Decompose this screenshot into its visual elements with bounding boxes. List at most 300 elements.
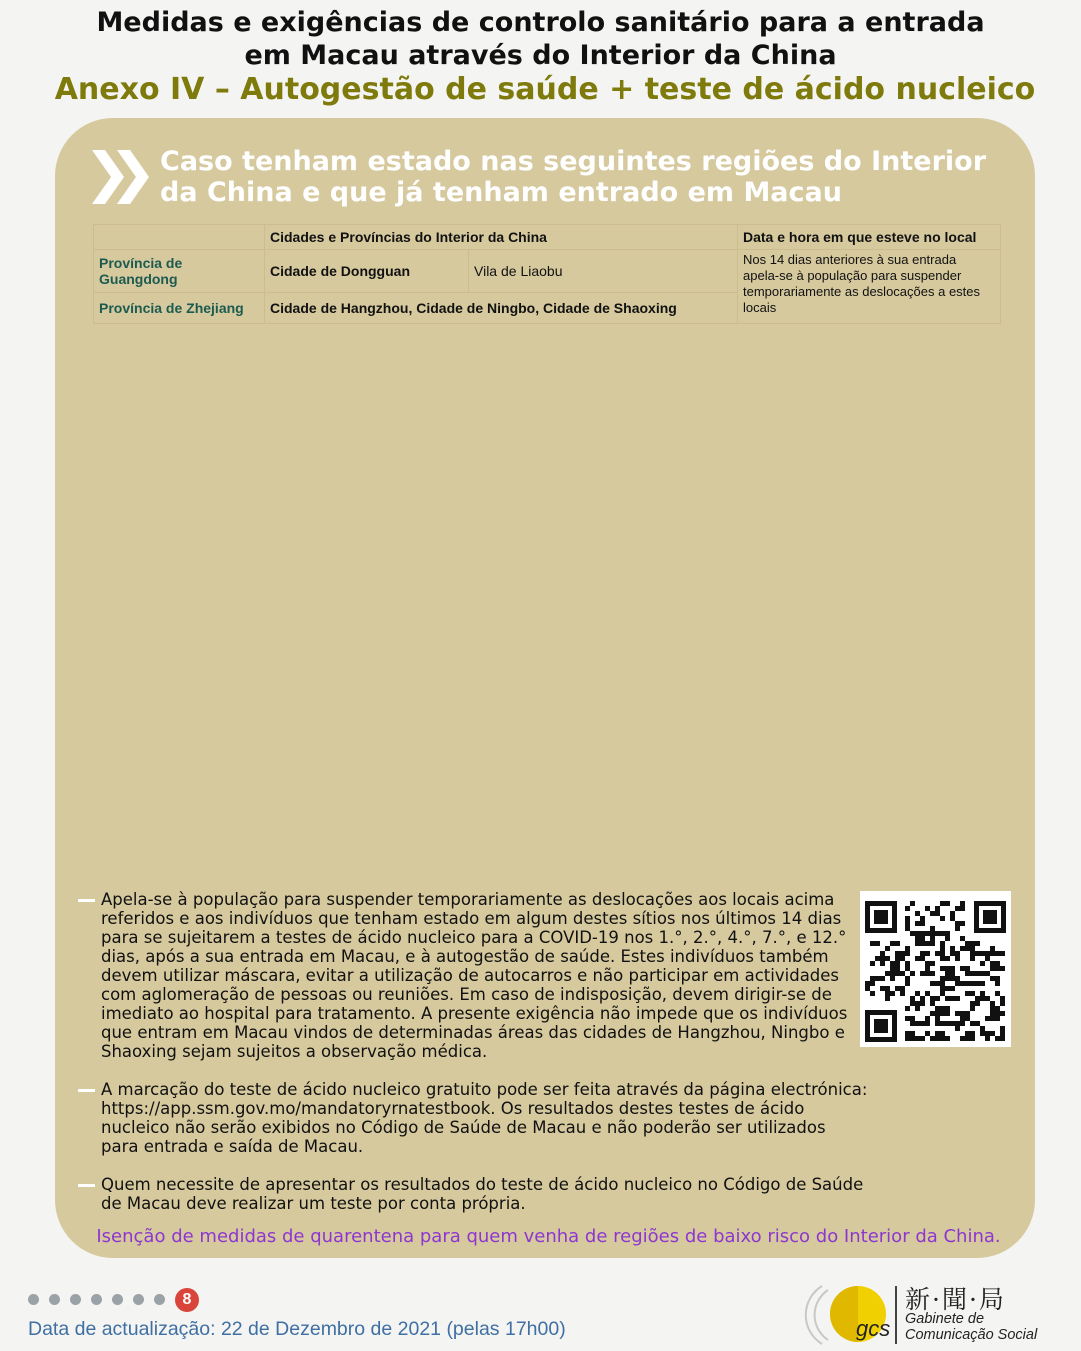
- page-dot[interactable]: [28, 1294, 39, 1305]
- qr-module: [890, 941, 895, 946]
- qr-module: [975, 996, 980, 1001]
- qr-module: [955, 906, 960, 911]
- qr-module: [970, 1021, 975, 1026]
- qr-module: [955, 1026, 960, 1031]
- qr-module: [880, 956, 885, 961]
- qr-module: [1000, 966, 1005, 971]
- qr-module: [950, 976, 955, 981]
- qr-module: [920, 971, 925, 976]
- qr-module: [905, 1036, 910, 1041]
- qr-module: [970, 1036, 975, 1041]
- qr-module: [925, 951, 930, 956]
- qr-module: [995, 966, 1000, 971]
- qr-module: [945, 971, 950, 976]
- qr-module: [965, 1016, 970, 1021]
- qr-module: [990, 966, 995, 971]
- qr-module: [960, 1011, 965, 1016]
- qr-module: [945, 966, 950, 971]
- qr-module: [915, 936, 920, 941]
- qr-module: [920, 916, 925, 921]
- qr-module: [970, 951, 975, 956]
- qr-module: [885, 956, 890, 961]
- qr-module: [955, 956, 960, 961]
- dash-icon: [78, 899, 95, 902]
- qr-module: [965, 991, 970, 996]
- qr-module: [960, 966, 965, 971]
- qr-module: [910, 1001, 915, 1006]
- qr-module: [965, 971, 970, 976]
- qr-module: [915, 921, 920, 926]
- qr-module: [915, 1021, 920, 1026]
- qr-module: [970, 971, 975, 976]
- qr-module: [885, 946, 890, 951]
- qr-module: [945, 901, 950, 906]
- page-dot[interactable]: [70, 1294, 81, 1305]
- qr-module: [985, 1016, 990, 1021]
- qr-module: [925, 906, 930, 911]
- qr-module: [945, 1021, 950, 1026]
- qr-module: [895, 966, 900, 971]
- qr-module: [960, 906, 965, 911]
- qr-module: [980, 981, 985, 986]
- qr-module: [930, 936, 935, 941]
- qr-module: [995, 961, 1000, 966]
- qr-module: [890, 971, 895, 976]
- table-header-empty: [94, 225, 265, 250]
- qr-module: [910, 1016, 915, 1021]
- qr-module: [870, 991, 875, 996]
- qr-module: [880, 986, 885, 991]
- qr-module: [945, 936, 950, 941]
- qr-module: [930, 941, 935, 946]
- qr-code-icon: [860, 891, 1011, 1047]
- table-row: [94, 250, 1001, 293]
- qr-module: [910, 1031, 915, 1036]
- list-item: [78, 890, 868, 1061]
- qr-module: [965, 1031, 970, 1036]
- qr-module: [885, 991, 890, 996]
- qr-module: [905, 961, 910, 966]
- qr-module: [930, 911, 935, 916]
- dash-icon: [78, 1184, 95, 1187]
- qr-module: [925, 966, 930, 971]
- page-dot[interactable]: [49, 1294, 60, 1305]
- qr-module: [985, 996, 990, 1001]
- qr-module: [905, 1016, 910, 1021]
- qr-module: [895, 956, 900, 961]
- qr-module: [920, 931, 925, 936]
- qr-module: [930, 926, 935, 931]
- province-cell: Província de Zhejiang: [94, 293, 265, 324]
- heading-line-2: da China e que já tenham entrado em Macau: [160, 177, 842, 208]
- qr-module: [900, 971, 905, 976]
- qr-module: [940, 1031, 945, 1036]
- qr-module: [955, 981, 960, 986]
- qr-module: [980, 971, 985, 976]
- area-cell: Vila de Liaobu: [469, 250, 738, 293]
- qr-module: [905, 946, 910, 951]
- qr-module: [880, 951, 885, 956]
- qr-module: [980, 1031, 985, 1036]
- qr-module: [940, 981, 945, 986]
- qr-module: [945, 1011, 950, 1016]
- update-date: Data de actualização: 22 de Dezembro de 2021 (pelas 17h00): [28, 1318, 566, 1340]
- qr-module: [920, 951, 925, 956]
- qr-module: [990, 1011, 995, 1016]
- qr-module: [945, 1006, 950, 1011]
- qr-module: [975, 941, 980, 946]
- qr-module: [975, 1001, 980, 1006]
- qr-module: [930, 1036, 935, 1041]
- qr-module: [975, 951, 980, 956]
- heading-line-1: Caso tenham estado nas seguintes regiões do Interior: [160, 146, 987, 177]
- qr-module: [940, 931, 945, 936]
- qr-module: [875, 956, 880, 961]
- list-item: [78, 1080, 868, 1156]
- qr-module: [1000, 1011, 1005, 1016]
- qr-module: [985, 1031, 990, 1036]
- qr-module: [990, 1016, 995, 1021]
- qr-module: [990, 976, 995, 981]
- title-line-1: Medidas e exigências de controlo sanitário para a entrada: [96, 7, 985, 38]
- qr-module: [930, 1001, 935, 1006]
- qr-module: [890, 961, 895, 966]
- qr-module: [965, 966, 970, 971]
- qr-module: [890, 966, 895, 971]
- list-item-text: Quem necessite de apresentar os resultados do teste de ácido nucleico no Código de Saúde de Macau deve realizar um teste por conta própria.: [101, 1175, 864, 1213]
- qr-module: [910, 971, 915, 976]
- qr-module: [950, 951, 955, 956]
- qr-module: [915, 911, 920, 916]
- qr-module: [930, 971, 935, 976]
- page-title: [0, 6, 1081, 72]
- page-subtitle: Anexo IV – Autogestão de saúde + teste de ácido nucleico: [54, 72, 1036, 107]
- qr-module: [915, 931, 920, 936]
- qr-module: [935, 1036, 940, 1041]
- qr-module: [990, 1001, 995, 1006]
- qr-module: [925, 941, 930, 946]
- qr-module: [905, 981, 910, 986]
- qr-module: [905, 921, 910, 926]
- list-item-text: Apela-se à população para suspender temporariamente as deslocações aos locais acima referidos e aos indivíduos que tenham estado em algum destes sítios nos últimos 14 dias para se sujeitarem a testes de ácido nucleico para a COVID-19 nos 1.°, 2.°, 4.°, 7.°, e 12.° dias, após a sua entrada em Macau, e à autogestão de saúde. Estes indivíduos também devem utilizar máscara, evitar a utilização de autocarros e não participar em actividades com aglomeração de pessoas ou reuniões. Em caso de indisposição, devem dirigir-se de imediato ao hospital para tratamento. A presente exigência não impede que os indivíduos que entram em Macau vindos de determinadas áreas das cidades de Hangzhou, Ningbo e Shaoxing sejam sujeitos a observação médica.: [101, 890, 848, 1061]
- qr-module: [985, 1036, 990, 1041]
- qr-module: [925, 961, 930, 966]
- double-chevron-icon: [92, 150, 150, 204]
- qr-module: [965, 1011, 970, 1016]
- qr-module: [965, 946, 970, 951]
- qr-module: [995, 1006, 1000, 1011]
- qr-module: [940, 901, 945, 906]
- qr-module: [960, 1036, 965, 1041]
- qr-module: [955, 921, 960, 926]
- qr-module: [990, 1031, 995, 1036]
- qr-module: [920, 1021, 925, 1026]
- qr-module: [935, 1021, 940, 1026]
- qr-module: [905, 966, 910, 971]
- qr-module: [935, 951, 940, 956]
- qr-module: [995, 1036, 1000, 1041]
- qr-module: [930, 931, 935, 936]
- qr-module: [900, 986, 905, 991]
- qr-module: [950, 986, 955, 991]
- qr-module: [945, 956, 950, 961]
- qr-module: [940, 991, 945, 996]
- qr-module: [955, 976, 960, 981]
- qr-module: [950, 971, 955, 976]
- qr-module: [880, 976, 885, 981]
- city-cell: Cidade de Dongguan: [265, 250, 469, 293]
- qr-module: [1000, 1026, 1005, 1031]
- qr-module: [940, 966, 945, 971]
- qr-module: [890, 991, 895, 996]
- qr-module: [905, 951, 910, 956]
- qr-module: [870, 976, 875, 981]
- qr-module: [935, 1016, 940, 1021]
- qr-module: [865, 986, 870, 991]
- table-header-date: Data e hora em que esteve no local: [738, 225, 1001, 250]
- qr-module: [895, 986, 900, 991]
- qr-module: [895, 951, 900, 956]
- qr-module: [960, 936, 965, 941]
- qr-module: [935, 1011, 940, 1016]
- qr-module: [1000, 1001, 1005, 1006]
- qr-module: [920, 1036, 925, 1041]
- qr-module: [950, 946, 955, 951]
- qr-module: [955, 1021, 960, 1026]
- qr-module: [915, 1006, 920, 1011]
- title-line-2: em Macau através do Interior da China: [244, 40, 837, 71]
- qr-module: [935, 1031, 940, 1036]
- qr-module: [920, 996, 925, 1001]
- qr-module: [980, 1026, 985, 1031]
- qr-module: [990, 946, 995, 951]
- qr-module: [980, 961, 985, 966]
- qr-module: [935, 911, 940, 916]
- qr-module: [900, 951, 905, 956]
- qr-module: [945, 976, 950, 981]
- current-page-badge[interactable]: 8: [175, 1288, 199, 1312]
- section-heading: [160, 146, 1020, 208]
- qr-module: [1000, 996, 1005, 1001]
- qr-module: [960, 901, 965, 906]
- qr-module: [930, 981, 935, 986]
- qr-module: [990, 1006, 995, 1011]
- qr-module: [970, 981, 975, 986]
- qr-module: [925, 991, 930, 996]
- qr-module: [935, 906, 940, 911]
- qr-module: [865, 981, 870, 986]
- qr-module: [955, 926, 960, 931]
- qr-module: [940, 976, 945, 981]
- qr-module: [910, 931, 915, 936]
- qr-module: [940, 986, 945, 991]
- qr-module: [945, 1036, 950, 1041]
- qr-module: [910, 901, 915, 906]
- qr-module: [940, 916, 945, 921]
- qr-module: [870, 981, 875, 986]
- qr-module: [945, 986, 950, 991]
- qr-module: [1000, 1031, 1005, 1036]
- table-header-row: [94, 225, 1001, 250]
- qr-module: [935, 1006, 940, 1011]
- city-cell: Cidade de Hangzhou, Cidade de Ningbo, Cidade de Shaoxing: [265, 293, 738, 324]
- page-dot[interactable]: [91, 1294, 102, 1305]
- qr-module: [975, 1021, 980, 1026]
- date-note-cell: Nos 14 dias anteriores à sua entrada apela-se à população para suspender temporariamente as deslocações a estes locais: [738, 250, 1001, 324]
- logo-line-1: Gabinete de: [905, 1311, 985, 1327]
- qr-module: [950, 911, 955, 916]
- qr-module: [940, 1021, 945, 1026]
- qr-module: [910, 1021, 915, 1026]
- qr-module: [925, 931, 930, 936]
- qr-module: [935, 996, 940, 1001]
- qr-module: [995, 1011, 1000, 1016]
- qr-module: [965, 1036, 970, 1041]
- qr-module: [920, 921, 925, 926]
- qr-module: [970, 991, 975, 996]
- qr-module: [960, 1016, 965, 1021]
- qr-module: [875, 941, 880, 946]
- qr-module: [965, 981, 970, 986]
- qr-code[interactable]: [860, 891, 1011, 1047]
- qr-module: [885, 986, 890, 991]
- qr-module: [955, 1011, 960, 1016]
- qr-module: [885, 971, 890, 976]
- qr-module: [920, 941, 925, 946]
- qr-module: [900, 956, 905, 961]
- qr-module: [955, 996, 960, 1001]
- qr-module: [945, 996, 950, 1001]
- qr-module: [970, 1001, 975, 1006]
- qr-module: [910, 996, 915, 1001]
- qr-module: [920, 1001, 925, 1006]
- logo-chinese-name: 新·聞·局: [905, 1285, 1006, 1314]
- qr-module: [950, 966, 955, 971]
- qr-module: [970, 946, 975, 951]
- qr-module: [995, 1016, 1000, 1021]
- qr-module: [980, 951, 985, 956]
- qr-module: [930, 996, 935, 1001]
- qr-module: [950, 1021, 955, 1026]
- qr-module: [905, 1006, 910, 1011]
- qr-module: [940, 1006, 945, 1011]
- qr-module: [970, 956, 975, 961]
- qr-module: [905, 1031, 910, 1036]
- qr-module: [985, 956, 990, 961]
- qr-module: [915, 991, 920, 996]
- qr-module: [995, 981, 1000, 986]
- qr-module: [915, 941, 920, 946]
- dash-icon: [78, 1089, 95, 1092]
- qr-module: [960, 946, 965, 951]
- exemption-note: Isenção de medidas de quarentena para quem venha de regiões de baixo risco do Interior da China.: [96, 1226, 1001, 1247]
- qr-module: [995, 976, 1000, 981]
- qr-module: [990, 961, 995, 966]
- qr-module: [925, 1031, 930, 1036]
- qr-module: [895, 941, 900, 946]
- qr-module: [960, 1021, 965, 1026]
- qr-module: [885, 996, 890, 1001]
- qr-module: [915, 1001, 920, 1006]
- qr-module: [955, 951, 960, 956]
- qr-module: [940, 1011, 945, 1016]
- qr-module: [995, 951, 1000, 956]
- qr-module: [895, 971, 900, 976]
- qr-module: [965, 941, 970, 946]
- qr-module: [905, 976, 910, 981]
- qr-module: [1000, 951, 1005, 956]
- qr-module: [980, 991, 985, 996]
- qr-module: [880, 961, 885, 966]
- qr-module: [915, 956, 920, 961]
- qr-module: [995, 991, 1000, 996]
- qr-module: [960, 921, 965, 926]
- qr-module: [985, 971, 990, 976]
- qr-module: [905, 906, 910, 911]
- qr-module: [920, 956, 925, 961]
- logo-mark-text: gcs: [856, 1316, 891, 1341]
- logo-portuguese-name: [905, 1311, 1037, 1343]
- qr-module: [910, 1036, 915, 1041]
- qr-module: [930, 961, 935, 966]
- qr-module: [960, 981, 965, 986]
- qr-module: [905, 916, 910, 921]
- list-item-text: A marcação do teste de ácido nucleico gratuito pode ser feita através da página electrónica: https://app.ssm.gov.mo/mandatoryrnatestbook. Os resultados destes testes de ácido nucleico não serão exibidos no Código de Saúde de Macau e não poderão ser utilizados para entrada e saída de Macau.: [101, 1080, 868, 1156]
- page-dot[interactable]: [133, 1294, 144, 1305]
- qr-module: [980, 996, 985, 1001]
- qr-module: [950, 916, 955, 921]
- qr-module: [930, 1011, 935, 1016]
- regions-table: [93, 224, 1001, 324]
- notes-list: [78, 890, 868, 1232]
- logo-line-2: Comunicação Social: [905, 1327, 1038, 1343]
- qr-module: [970, 941, 975, 946]
- qr-module: [940, 956, 945, 961]
- qr-module: [925, 971, 930, 976]
- qr-module: [890, 976, 895, 981]
- qr-module: [870, 941, 875, 946]
- qr-module: [940, 1036, 945, 1041]
- table-header-regions: Cidades e Províncias do Interior da China: [265, 225, 738, 250]
- qr-module: [975, 971, 980, 976]
- qr-module: [940, 946, 945, 951]
- qr-module: [925, 1021, 930, 1026]
- qr-module: [970, 1006, 975, 1011]
- page-dot[interactable]: [112, 1294, 123, 1305]
- qr-module: [1000, 1036, 1005, 1041]
- qr-module: [905, 926, 910, 931]
- province-cell: Província de Guangdong: [94, 250, 265, 293]
- qr-module: [935, 981, 940, 986]
- qr-module: [920, 936, 925, 941]
- qr-module: [990, 951, 995, 956]
- qr-module: [940, 941, 945, 946]
- list-item: [78, 1175, 868, 1213]
- qr-module: [935, 931, 940, 936]
- qr-module: [950, 996, 955, 1001]
- page-dot[interactable]: [154, 1294, 165, 1305]
- qr-module: [900, 991, 905, 996]
- qr-module: [925, 1016, 930, 1021]
- qr-module: [870, 961, 875, 966]
- qr-module: [970, 1031, 975, 1036]
- qr-module: [975, 981, 980, 986]
- qr-module: [940, 951, 945, 956]
- qr-module: [985, 951, 990, 956]
- qr-module: [875, 976, 880, 981]
- qr-module: [945, 931, 950, 936]
- qr-module: [895, 961, 900, 966]
